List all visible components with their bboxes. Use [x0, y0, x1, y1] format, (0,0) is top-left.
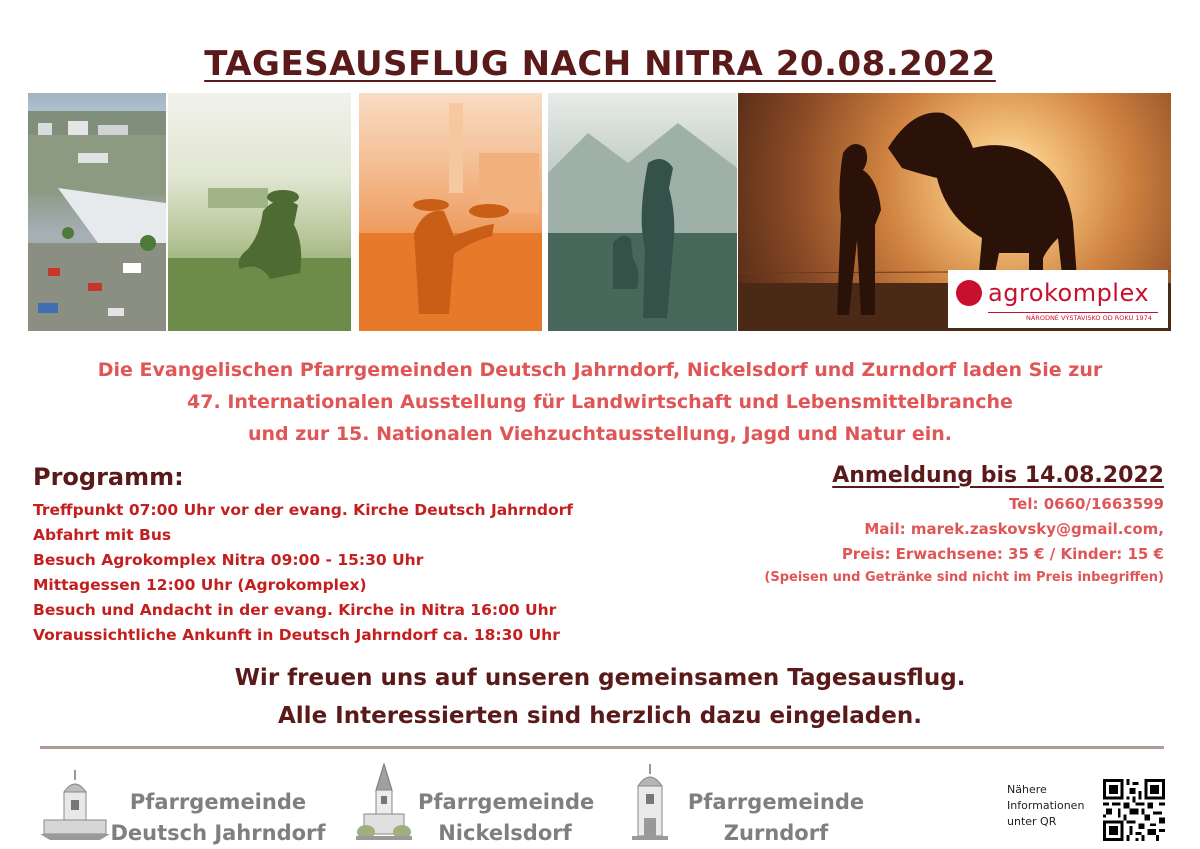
registration-note: (Speisen und Getränke sind nicht im Preis inbegriffen)	[764, 570, 1164, 585]
parish-label: Pfarrgemeinde	[129, 790, 307, 814]
invitation-line-1: Die Evangelischen Pfarrgemeinden Deutsch Jahrndorf, Nickelsdorf und Zurndorf laden Sie zur	[97, 359, 1103, 381]
parish-location: Zurndorf	[723, 821, 829, 845]
parish-zurndorf	[686, 787, 866, 849]
closing-line-2: Alle Interessierten sind herzlich dazu eingeladen.	[278, 703, 922, 729]
registration-heading: Anmeldung bis 14.08.2022	[832, 463, 1164, 488]
parish-label: Pfarrgemeinde	[418, 790, 595, 814]
footer-divider	[40, 746, 1164, 749]
church-icon	[40, 770, 110, 846]
program-item: Besuch Agrokomplex Nitra 09:00 - 15:30 Uhr	[33, 551, 424, 569]
qr-caption: Nähere Informationen unter QR	[1007, 783, 1085, 828]
program-item: Abfahrt mit Bus	[33, 526, 172, 544]
agrokomplex-logo	[948, 270, 1168, 328]
program-item: Voraussichtliche Ankunft in Deutsch Jahrndorf ca. 18:30 Uhr	[33, 626, 560, 644]
program-item: Treffpunkt 07:00 Uhr vor der evang. Kirche Deutsch Jahrndorf	[33, 501, 574, 519]
cowgirl-silhouette-panel	[359, 93, 542, 331]
program-item: Besuch und Andacht in der evang. Kirche in Nitra 16:00 Uhr	[33, 601, 557, 619]
farmer-silhouette-panel	[168, 93, 351, 331]
agrokomplex-wordmark: agrokomplex	[988, 279, 1150, 307]
church-steeple-icon	[356, 762, 412, 846]
aerial-exhibition-photo	[28, 93, 166, 331]
parish-nickelsdorf	[418, 787, 595, 849]
parish-label: Pfarrgemeinde	[687, 790, 865, 814]
registration-price: Preis: Erwachsene: 35 € / Kinder: 15 €	[841, 545, 1164, 563]
invitation-text	[0, 354, 1200, 450]
closing-line-1: Wir freuen uns auf unseren gemeinsamen Tagesausflug.	[234, 665, 966, 691]
church-tower-icon	[630, 764, 670, 844]
invitation-line-3: und zur 15. Nationalen Viehzuchtausstellung, Jagd und Natur ein.	[247, 423, 952, 445]
page-title: TAGESAUSFLUG NACH NITRA 20.08.2022	[204, 44, 996, 84]
registration-email: Mail: marek.zaskovsky@gmail.com,	[864, 520, 1164, 538]
registration-phone: Tel: 0660/1663599	[1008, 495, 1164, 513]
photo-banner	[28, 93, 1171, 331]
parish-location: Deutsch Jahrndorf	[110, 821, 326, 845]
program-item: Mittagessen 12:00 Uhr (Agrokomplex)	[33, 576, 367, 594]
parish-location: Nickelsdorf	[438, 821, 572, 845]
qr-code-icon[interactable]	[1103, 779, 1165, 841]
agrokomplex-emblem-icon	[956, 280, 982, 306]
agrokomplex-tagline: NÁRODNÉ VÝSTAVISKO OD ROKU 1974	[1026, 314, 1152, 322]
hunter-silhouette-panel	[548, 93, 737, 331]
logo-divider	[988, 312, 1158, 313]
invitation-line-2: 47. Internationalen Ausstellung für Landwirtschaft und Lebensmittelbranche	[187, 391, 1013, 413]
program-list	[33, 498, 573, 648]
program-heading: Programm:	[33, 463, 184, 491]
parish-deutsch-jahrndorf	[110, 787, 326, 849]
registration-block	[764, 463, 1164, 589]
closing-text	[0, 659, 1200, 735]
